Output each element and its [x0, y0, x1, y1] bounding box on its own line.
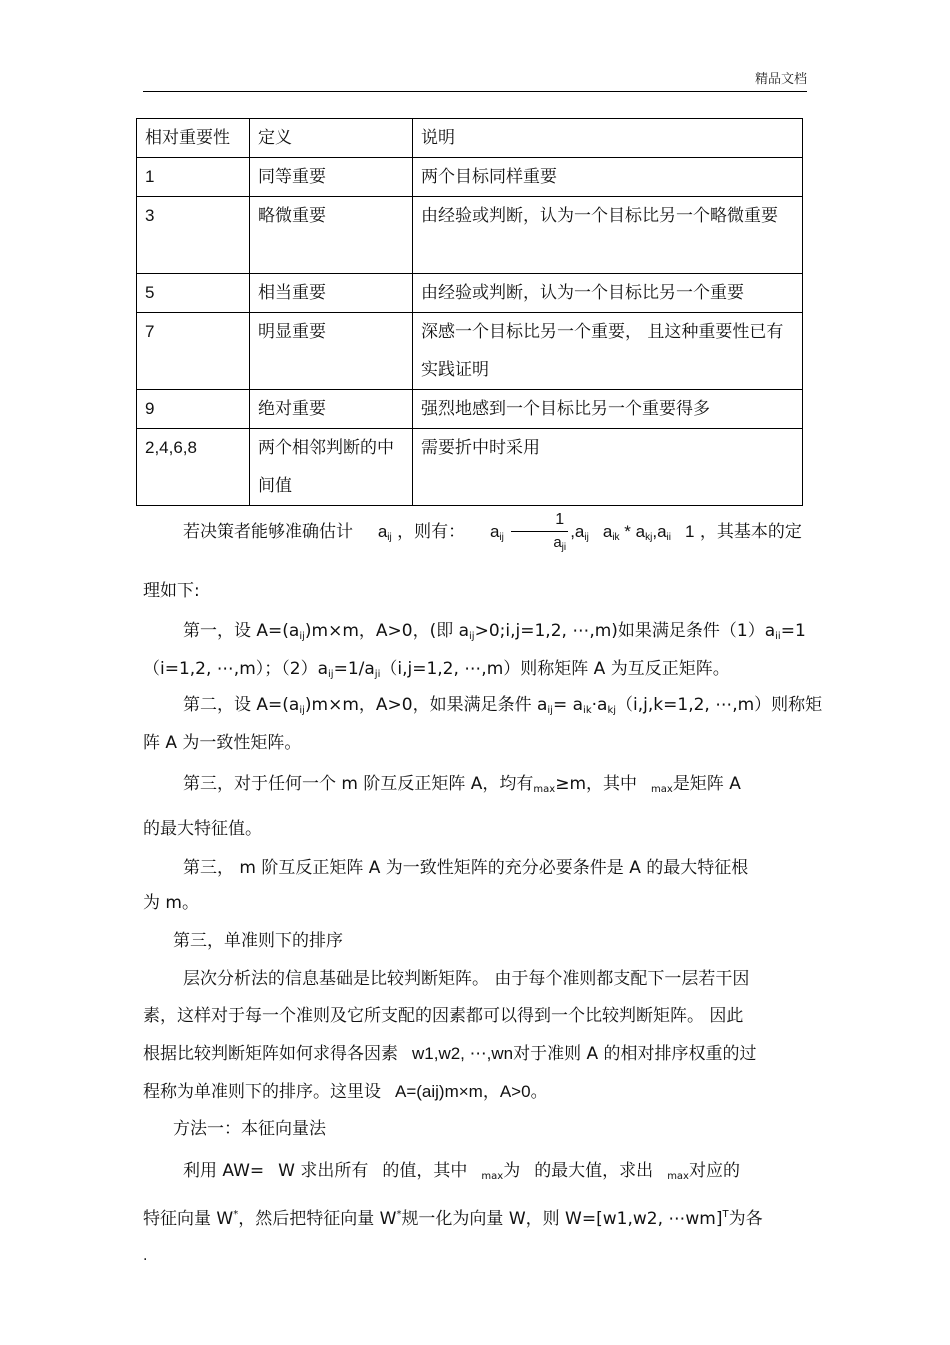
header-label: 精品文档: [754, 72, 807, 87]
paragraph-necessary-condition-line2: 为 m。: [143, 893, 199, 913]
section-heading-eigenvector-method: 方法一：本征向量法: [173, 1119, 326, 1139]
table-cell-description: 需要折中时采用: [413, 429, 803, 506]
paragraph-ahp-basis-line4: 程称为单准则下的排序。这里设 A=(aij)m×m，A>0。: [143, 1082, 548, 1102]
table-cell-importance: 9: [137, 390, 250, 429]
paragraph-ahp-basis-line2: 素，这样对于每一个准则及它所支配的因素都可以得到一个比较判断矩阵。 因此: [143, 1006, 744, 1026]
formula-fraction: $\frac{1}{a_{ji}}$: [511, 512, 568, 553]
table-row: [137, 313, 803, 390]
p1-tail: ，其基本的定: [699, 522, 802, 542]
p1-continuation: 理如下:: [143, 581, 200, 601]
table-row: [137, 390, 803, 429]
formula-a-ij: $a_{ij}$: [377, 522, 392, 543]
table-row: [137, 429, 803, 506]
formula-rhs: $,a_{ij}$ $a_{ik} * a_{kj},a_{ii}$ 1: [570, 522, 695, 543]
table-cell-description: 两个目标同样重要: [413, 158, 803, 197]
table-cell-description: 强烈地感到一个目标比另一个重要得多: [413, 390, 803, 429]
table-cell-importance: 5: [137, 274, 250, 313]
table-header-cell: 定义: [250, 119, 413, 158]
table-cell-importance: 7: [137, 313, 250, 390]
paragraph-max-eigenvalue: 第三，对于任何一个 m 阶互反正矩阵 A，均有$_{max}$≥m，其中 $_{max}$是矩阵 A: [183, 774, 741, 795]
table-cell-definition: 相当重要: [250, 274, 413, 313]
paragraph-reciprocal-line2: （i=1,2, ⋯,m）；$(2)a_{ij}=1/a_{ji}(i,j=1,2$, ⋯,m）则称矩阵 A 为互反正矩阵。: [143, 659, 730, 680]
paragraph-reciprocal-definition: 第一，设 $A=(a_{ij})m\times m$，A>0，(即 $a_{ij}>0;i,j=1,2$, ⋯,m)如果满足条件$(1)a_{ii}=1$: [183, 621, 806, 642]
section-heading-single-criterion: 第三，单准则下的排序: [173, 931, 343, 951]
paragraph-necessary-condition: 第三， m 阶互反正矩阵 A 为一致性矩阵的充分必要条件是 A 的最大特征根: [183, 858, 749, 878]
header-rule: [143, 91, 807, 92]
table-cell-importance: 3: [137, 197, 250, 274]
page-footer-dot: .: [143, 1248, 148, 1264]
paragraph-ahp-basis-line3: 根据比较判断矩阵如何求得各因素 w1,w2, ⋯,wn对于准则 A 的相对排序权重的过: [143, 1044, 757, 1064]
paragraph-eigenvector-line1: 利用 AW= W 求出所有 的值，其中 $_{max}$为 的最大值，求出 $_{max}$对应的: [183, 1161, 740, 1182]
table-cell-importance: 1: [137, 158, 250, 197]
table-cell-importance: 2,4,6,8: [137, 429, 250, 506]
importance-scale-table: [136, 118, 803, 506]
table-row: [137, 197, 803, 274]
p1-lead: 若决策者能够准确估计: [183, 522, 353, 542]
table-cell-description: 深感一个目标比另一个重要， 且这种重要性已有实践证明: [413, 313, 803, 390]
paragraph-ahp-basis-line1: 层次分析法的信息基础是比较判断矩阵。 由于每个准则都支配下一层若干因: [183, 969, 750, 989]
table-cell-description: 由经验或判断，认为一个目标比另一个略微重要: [413, 197, 803, 274]
table-cell-description: 由经验或判断，认为一个目标比另一个重要: [413, 274, 803, 313]
p1-mid: ，则有：: [397, 522, 466, 542]
paragraph-consistency-definition: 第二，设 $A=(a_{ij})m\times m$，A>0，如果满足条件 $a_{ij}= a_{ik}\cdot a_{kj}(i,j,k=1,2$, ⋯,m）则称矩: [183, 695, 823, 716]
table-header-row: [137, 119, 803, 158]
table-row: [137, 158, 803, 197]
paragraph-consistency-line2: 阵 A 为一致性矩阵。: [143, 733, 302, 753]
paragraph-max-eigenvalue-line2: 的最大特征值。: [143, 819, 262, 839]
table-cell-definition: 绝对重要: [250, 390, 413, 429]
table-row: [137, 274, 803, 313]
paragraph-consistency-formula: [143, 510, 809, 560]
table-cell-definition: 同等重要: [250, 158, 413, 197]
paragraph-eigenvector-line2: 特征向量 W*，然后把特征向量 W*规一化为向量 W，则 W=[w1,w2, ⋯wm]$^T$为各: [143, 1209, 763, 1229]
table-cell-definition: 明显重要: [250, 313, 413, 390]
table-cell-definition: 两个相邻判断的中间值: [250, 429, 413, 506]
formula-lhs: $a_{ij}$: [489, 522, 504, 543]
table-header-cell: 说明: [413, 119, 803, 158]
table-cell-definition: 略微重要: [250, 197, 413, 274]
table-header-cell: 相对重要性: [137, 119, 250, 158]
